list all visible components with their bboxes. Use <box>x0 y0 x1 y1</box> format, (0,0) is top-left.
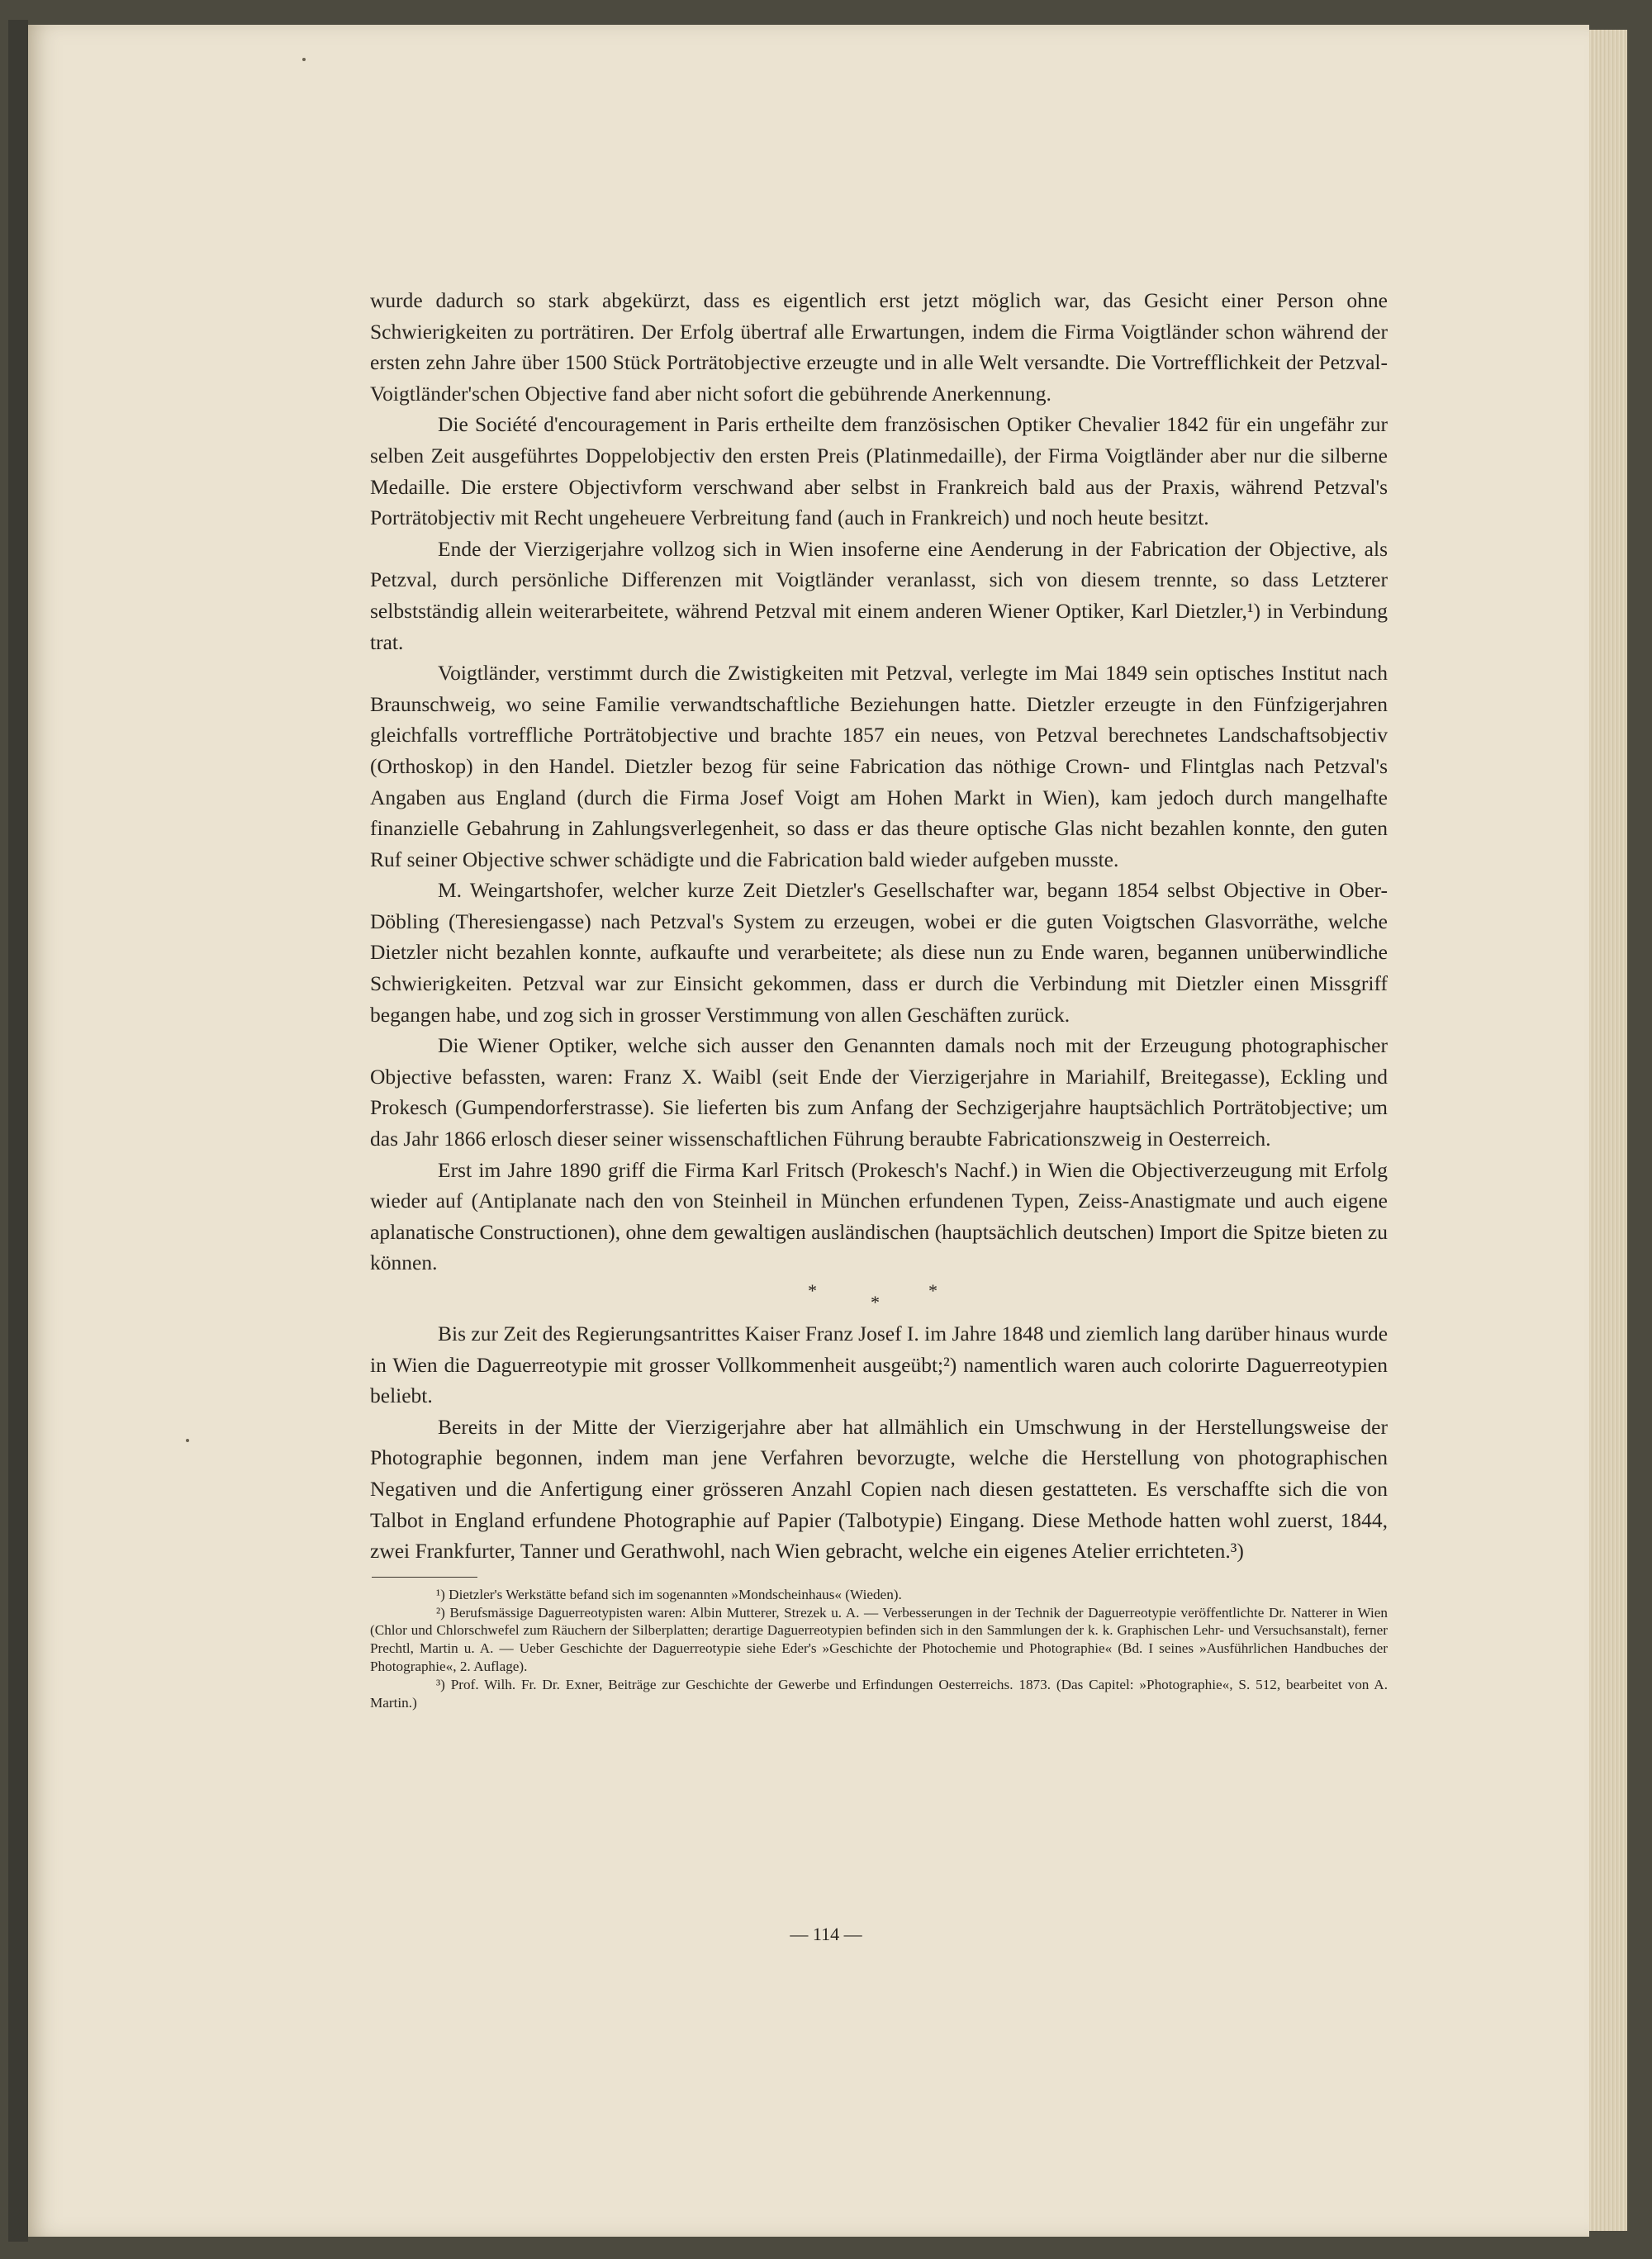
paragraph: Bereits in der Mitte der Vierzigerjahre aber hat allmählich ein Umschwung in der Herstellungsweise der Photographie begonnen, indem man jene Verfahren bevorzugte, welche die Herstellung von photographischen Negativen und die Anfertigung einer grösseren Anzahl Copien nach diesen gestatteten. Es verschaffte sich die von Talbot in England erfundene Photographie auf Papier (Talbotypie) Eingang. Diese Methode hatten wohl zuerst, 1844, zwei Frankfurter, Tanner und Gerathwohl, nach Wien gebracht, welche ein eigenes Atelier errichteten.³) <box>370 1414 1388 1564</box>
paragraph: M. Weingartshofer, welcher kurze Zeit Dietzler's Gesellschafter war, begann 1854 selbst Objective in Ober-Döbling (Theresiengasse) nach Petzval's System zu erzeugen, wobei er die guten Voigtschen Glasvorräthe, welche Dietzler nicht bezahlen konnte, aufkaufte und verarbeitete; als diese nun zu Ende waren, begannen unüberwindliche Schwierigkeiten. Petzval war zur Einsicht gekommen, dass er durch die Verbindung mit Dietzler einen Missgriff begangen habe, und zog sich in grosser Verstimmung von allen Geschäften zurück. <box>370 878 1388 1027</box>
paper-speck <box>186 1439 189 1442</box>
section-separator <box>370 1279 1388 1318</box>
book-binding-edge <box>8 20 28 2242</box>
page-number: — 114 — <box>790 1924 862 1944</box>
paragraph: Erst im Jahre 1890 griff die Firma Karl Fritsch (Prokesch's Nachf.) in Wien die Objectiverzeugung mit Erfolg wieder auf (Antiplanate nach den von Steinheil in München erfundenen Typen, Zeiss-Anastigmate und auch eigene aplanatische Constructionen), ohne dem gewaltigen ausländischen (hauptsächlich deutschen) Import die Spitze bieten zu können. <box>370 1157 1388 1275</box>
footnote: ³) Prof. Wilh. Fr. Dr. Exner, Beiträge zur Geschichte der Gewerbe und Erfindungen Oesterreichs. 1873. (Das Capitel: »Photographie«, S. 512, bearbeitet von A. Martin.) <box>370 1676 1388 1711</box>
separator-asterisk: * <box>871 1292 880 1312</box>
separator-asterisk: * <box>808 1280 817 1301</box>
separator-asterisk: * <box>928 1280 938 1301</box>
paragraph: Ende der Vierzigerjahre vollzog sich in Wien insoferne eine Aenderung in der Fabrication der Objective, als Petzval, durch persönliche Differenzen mit Voigtländer veranlasst, sich von diesem trennte, so dass Letzterer selbstständig allein weiterarbeitete, während Petzval mit einem anderen Wiener Optiker, Karl Dietzler,¹) in Verbindung trat. <box>370 536 1388 654</box>
paper-speck <box>302 58 306 61</box>
paragraph: Die Wiener Optiker, welche sich ausser den Genannten damals noch mit der Erzeugung photographischer Objective befassten, waren: Franz X. Waibl (seit Ende der Vierzigerjahre in Mariahilf, Breitegasse), Eckling und Prokesch (Gumpendorferstrasse). Sie lieferten bis zum Anfang der Sechzigerjahre hauptsächlich Porträtobjective; um das Jahr 1866 erlosch dieser seiner wissenschaftlichen Führung beraubte Fabricationszweig in Oesterreich. <box>370 1033 1388 1151</box>
paragraph: Voigtländer, verstimmt durch die Zwistigkeiten mit Petzval, verlegte im Mai 1849 sein optisches Institut nach Braunschweig, wo seine Familie verwandtschaftliche Beziehungen hatte. Dietzler erzeugte in den Fünfzigerjahren gleichfalls vortreffliche Porträtobjective und brachte 1857 ein neues, von Petzval berechnetes Landschaftsobjectiv (Orthoskop) in den Handel. Dietzler bezog für seine Fabrication das nöthige Crown- und Flintglas nach Petzval's Angaben aus England (durch die Firma Josef Voigt am Hohen Markt in Wien), kam jedoch durch mangelhafte finanzielle Gebahrung in Zahlungsverlegenheit, so dass er das theure optische Glas nicht bezahlen konnte, den guten Ruf seiner Objective schwer schädigte und die Fabrication bald wieder aufgeben musste. <box>370 661 1388 871</box>
footnote: ²) Berufsmässige Daguerreotypisten waren: Albin Mutterer, Strezek u. A. — Verbesserungen in der Technik der Daguerreotypie veröffentlichte Dr. Natterer in Wien (Chlor und Chlorschwefel zum Räuchern der Silberplatten; derartige Daguerreotypien befinden sich in den Sammlungen der k. k. Graphischen Lehr- und Versuchsanstalt), ferner Prechtl, Martin u. A. — Ueber Geschichte der Daguerreotypie siehe Eder's »Geschichte der Photochemie und Photographie« (Bd. I seines »Ausführlichen Handbuches der Photographie«, 2. Auflage). <box>370 1604 1388 1674</box>
paragraph: Die Société d'encouragement in Paris ertheilte dem französischen Optiker Chevalier 1842 für ein ungefähr zur selben Zeit ausgeführtes Doppelobjectiv den ersten Preis (Platinmedaille), der Firma Voigtländer aber nur die silberne Medaille. Die erstere Objectivform verschwand aber selbst in Frankreich bald aus der Praxis, während Petzval's Porträtobjectiv mit Recht ungeheuere Verbreitung fand (auch in Frankreich) und noch heute besitzt. <box>370 412 1388 530</box>
paragraph: Bis zur Zeit des Regierungsantrittes Kaiser Franz Josef I. im Jahre 1848 und ziemlich lang darüber hinaus wurde in Wien die Daguerreotypie mit grosser Vollkommenheit ausgeübt;²) namentlich waren auch colorirte Daguerreotypien beliebt. <box>370 1322 1389 1408</box>
footnote: ¹) Dietzler's Werkstätte befand sich im sogenannten »Mondscheinhaus« (Wieden). <box>436 1586 902 1602</box>
footnote-rule <box>372 1577 477 1578</box>
main-text <box>370 285 1388 1711</box>
page-stack-edge <box>1589 30 1627 2231</box>
paragraph: wurde dadurch so stark abgekürzt, dass es eigentlich erst jetzt möglich war, das Gesicht einer Person ohne Schwierigkeiten zu porträtiren. Der Erfolg übertraf alle Erwartungen, indem die Firma Voigtländer schon während der ersten zehn Jahre über 1500 Stück Porträtobjective erzeugte und in alle Welt versandte. Die Vortrefflichkeit der Petzval-Voigtländer'schen Objective fand aber nicht sofort die gebührende Anerkennung. <box>370 288 1388 406</box>
